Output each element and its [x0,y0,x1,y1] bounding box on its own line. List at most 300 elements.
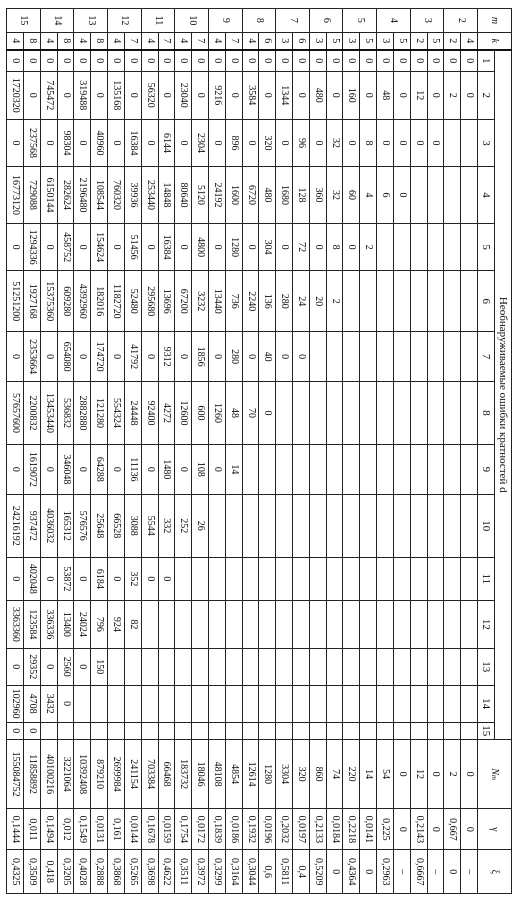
error-count-cell: 0 [259,50,276,72]
k-value: 5 [360,32,377,49]
error-count-cell [427,332,444,382]
k-value: 6 [259,32,276,49]
error-count-cell [209,722,226,739]
error-count-cell [108,648,125,685]
error-count-cell [343,685,360,722]
error-count-cell [276,685,293,722]
gamma-value: 0,0196 [259,809,276,850]
error-count-cell: 0 [410,119,427,167]
error-count-cell [108,722,125,739]
error-count-cell: 1480 [158,444,175,494]
error-count-cell: 0 [225,50,242,72]
error-count-cell [377,557,394,600]
error-count-cell: 2353664 [24,332,41,382]
error-count-cell: 24024 [74,601,91,649]
table-row [360,9,377,894]
error-count-cell: 600 [192,382,209,445]
error-count-cell: 108 [192,444,209,494]
table-body [7,9,478,894]
error-count-cell [360,722,377,739]
error-count-cell [461,271,478,332]
error-count-cell [427,648,444,685]
error-count-cell: 0 [40,444,57,494]
m-value: 14 [40,9,74,33]
nm-value: 183732 [175,739,192,808]
error-count-cell: 295680 [141,271,158,332]
error-count-cell: 80640 [175,167,192,223]
error-count-cell: 0 [7,444,24,494]
error-count-cell: 0 [276,119,293,167]
error-count-cell: 729088 [24,167,41,223]
error-count-cell: 52480 [124,271,141,332]
error-count-cell: 0 [24,50,41,72]
table-row [91,9,108,894]
error-count-cell [192,722,209,739]
error-count-cell: 96 [293,119,310,167]
error-count-cell: 0 [24,722,41,739]
error-count-cell [209,648,226,685]
nm-symbol: N [489,768,501,775]
error-count-cell: 0 [141,332,158,382]
nm-value: 11858892 [24,739,41,808]
error-count-cell [410,382,427,445]
error-count-cell: 1856 [192,332,209,382]
error-count-cell [175,648,192,685]
d-column-header: 1 [478,50,495,72]
error-count-cell: 13440 [209,271,226,332]
k-value: 5 [427,32,444,49]
error-count-cell: 1294336 [24,223,41,271]
m-value: 6 [309,9,343,33]
error-count-cell: 3088 [124,494,141,557]
error-count-cell [377,271,394,332]
d-column-header: 6 [478,271,495,332]
error-count-cell: 0 [242,332,259,382]
error-count-cell: 896 [225,119,242,167]
k-value: 3 [276,32,293,49]
error-count-cell [377,382,394,445]
error-count-cell [293,722,310,739]
error-count-cell [343,648,360,685]
error-count-cell [225,557,242,600]
error-count-cell [410,271,427,332]
error-count-cell [225,601,242,649]
k-value: 2 [444,32,461,49]
gamma-value: 0 [461,809,478,850]
nm-value: 0 [393,739,410,808]
error-count-cell [74,685,91,722]
m-value: 8 [242,9,276,33]
error-count-cell: 0 [444,50,461,72]
error-count-cell [326,494,343,557]
error-count-cell: 1260 [209,382,226,445]
error-count-cell: 0 [427,50,444,72]
error-count-cell: 0 [192,50,209,72]
error-count-cell [393,648,410,685]
m-header: m [478,9,512,33]
table-row [461,9,478,894]
k-value: 3 [309,32,326,49]
error-count-cell: 332 [158,494,175,557]
m-value: 3 [410,9,444,33]
error-count-cell [360,557,377,600]
error-count-cell: 14 [225,444,242,494]
error-count-cell [377,223,394,271]
error-count-cell [259,494,276,557]
error-count-cell [444,494,461,557]
error-count-cell [175,557,192,600]
error-count-cell: 0 [124,71,141,119]
nm-value: 320 [293,739,310,808]
error-count-cell [192,557,209,600]
error-count-cell: 0 [410,50,427,72]
error-count-cell [242,444,259,494]
error-count-cell: 0 [7,50,24,72]
error-count-cell [377,332,394,382]
xi-value: – [427,850,444,894]
error-count-cell: 0 [141,223,158,271]
error-count-cell: 128 [293,167,310,223]
gamma-value: 0,2032 [276,809,293,850]
d-column-header: 10 [478,494,495,557]
m-value: 5 [343,9,377,33]
error-count-cell: 0 [57,71,74,119]
table-row [326,9,343,894]
error-count-cell [427,382,444,445]
error-count-cell [377,494,394,557]
xi-value: 0,4325 [7,850,24,894]
error-count-cell: 0 [326,50,343,72]
error-count-cell: 1680 [276,167,293,223]
error-count-cell: 41792 [124,332,141,382]
error-count-cell: 0 [40,119,57,167]
table-row [7,9,24,894]
table-row [293,9,310,894]
error-count-cell [242,494,259,557]
error-count-cell [360,332,377,382]
xi-value: 0,4028 [74,850,91,894]
error-count-cell: 0 [175,444,192,494]
error-count-cell [427,167,444,223]
error-count-cell: 0 [74,332,91,382]
error-count-cell [209,494,226,557]
error-count-cell: 2304 [192,119,209,167]
error-count-cell: 13453440 [40,382,57,445]
error-count-cell: 0 [175,223,192,271]
error-count-cell [293,557,310,600]
error-count-cell: 0 [108,557,125,600]
error-count-cell [259,557,276,600]
error-count-cell: 0 [74,444,91,494]
error-count-cell: 0 [108,50,125,72]
k-value: 7 [124,32,141,49]
error-count-cell: 4392960 [74,271,91,332]
error-count-cell: 0 [124,50,141,72]
nm-value: 2 [444,739,461,808]
error-count-cell [326,648,343,685]
table-row [24,9,41,894]
error-count-cell: 0 [209,223,226,271]
gamma-value: 0,0159 [158,809,175,850]
error-count-cell: 280 [225,332,242,382]
error-count-cell [360,685,377,722]
nm-value: 155084752 [7,739,24,808]
d-column-header: 14 [478,685,495,722]
error-count-cell: 121280 [91,382,108,445]
error-count-cell: 736 [225,271,242,332]
error-count-cell: 319488 [74,71,91,119]
table-row [40,9,57,894]
error-count-cell: 0 [108,444,125,494]
error-count-cell: 0 [276,50,293,72]
error-count-cell: 2 [326,271,343,332]
error-count-cell: 0 [393,50,410,72]
error-count-cell [309,382,326,445]
error-count-cell [276,444,293,494]
error-count-cell: 0 [343,119,360,167]
xi-header: ξ [478,850,512,894]
error-count-cell [158,722,175,739]
error-count-cell [242,601,259,649]
error-count-cell [360,601,377,649]
error-count-cell [293,382,310,445]
gamma-value: 0,2218 [343,809,360,850]
error-count-cell: 0 [259,71,276,119]
error-count-cell [343,557,360,600]
error-count-cell: 0 [7,557,24,600]
error-count-cell [293,648,310,685]
error-count-cell [309,332,326,382]
error-count-cell [192,648,209,685]
nm-value: 14 [360,739,377,808]
error-count-cell [444,167,461,223]
error-count-cell: 0 [24,71,41,119]
error-count-cell: 3232 [192,271,209,332]
error-count-cell [259,685,276,722]
error-count-cell [393,382,410,445]
error-count-cell: 0 [108,332,125,382]
error-count-cell [343,601,360,649]
gamma-value: 0,011 [24,809,41,850]
error-count-cell [309,494,326,557]
error-count-cell: 5544 [141,494,158,557]
table-row [124,9,141,894]
table-row [410,9,427,894]
gamma-value: 0,1932 [242,809,259,850]
error-count-cell: 0 [309,50,326,72]
error-count-cell [444,332,461,382]
error-count-cell: 48 [225,382,242,445]
error-count-cell: 0 [40,332,57,382]
error-count-cell: 108544 [91,167,108,223]
error-count-cell [259,722,276,739]
error-count-cell [360,382,377,445]
error-count-cell [225,685,242,722]
error-count-cell: 0 [293,71,310,119]
error-count-cell: 174720 [91,332,108,382]
table-row [242,9,259,894]
gamma-value: 0,225 [377,809,394,850]
error-count-cell: 480 [309,71,326,119]
error-count-cell: 4 [360,167,377,223]
error-count-cell: 51456 [124,223,141,271]
error-count-cell: 53872 [57,557,74,600]
error-count-cell: 0 [360,50,377,72]
error-count-cell: 15375360 [40,271,57,332]
error-count-cell [309,601,326,649]
error-count-cell: 4800 [192,223,209,271]
xi-value: 0,3205 [57,850,74,894]
error-count-cell: 0 [293,50,310,72]
error-count-cell: 0 [7,648,24,685]
xi-value: 0,418 [40,850,57,894]
error-count-cell [360,494,377,557]
xi-value: 0,3044 [242,850,259,894]
nm-value: 10392408 [74,739,91,808]
error-count-cell [393,223,410,271]
error-count-cell: 12 [410,71,427,119]
error-count-cell [309,685,326,722]
gamma-value: 0,1444 [7,809,24,850]
error-count-cell [158,601,175,649]
k-value: 7 [192,32,209,49]
error-count-cell: 24192 [209,167,226,223]
error-count-cell: 72 [293,223,310,271]
error-count-cell: 0 [192,71,209,119]
xi-value: 0,3299 [209,850,226,894]
error-count-cell: 6720 [242,167,259,223]
error-count-cell: 796 [91,601,108,649]
error-count-cell: 0 [7,332,24,382]
error-count-cell: 135168 [108,71,125,119]
error-count-cell: 2 [444,71,461,119]
error-count-cell: 252 [175,494,192,557]
xi-value: 0,3509 [24,850,41,894]
gamma-value: 0,1754 [175,809,192,850]
error-count-cell [209,557,226,600]
error-count-cell: 0 [175,119,192,167]
k-value: 4 [7,32,24,49]
m-value: 13 [74,9,108,33]
error-count-cell: 0 [360,71,377,119]
error-count-cell [410,557,427,600]
gamma-value: 0,0184 [326,809,343,850]
error-count-cell: 0 [242,50,259,72]
error-count-cell: 1344 [276,71,293,119]
error-count-cell [393,494,410,557]
error-count-cell: 3432 [40,685,57,722]
error-count-cell [158,648,175,685]
error-count-cell: 32 [326,167,343,223]
nm-value: 74 [326,739,343,808]
nm-value: 879210 [91,739,108,808]
nm-value: 3304 [276,739,293,808]
error-count-cell [343,444,360,494]
error-count-cell [377,685,394,722]
nm-value: 241154 [124,739,141,808]
error-count-cell [360,271,377,332]
error-count-cell: 0 [158,557,175,600]
gamma-value: 0,0186 [225,809,242,850]
error-count-cell [410,223,427,271]
error-count-cell: 25648 [91,494,108,557]
error-count-cell: 2560 [57,648,74,685]
error-count-cell: 2196480 [74,167,91,223]
xi-value: 0,3511 [175,850,192,894]
error-count-cell [360,648,377,685]
error-count-cell: 3584 [242,71,259,119]
error-count-cell: 1619072 [24,444,41,494]
error-count-cell [276,722,293,739]
gamma-value: 0 [427,809,444,850]
error-count-cell: 0 [91,71,108,119]
error-count-cell: 160 [343,71,360,119]
k-value: 3 [377,32,394,49]
error-count-cell [393,444,410,494]
error-count-cell: 23040 [175,71,192,119]
k-value: 5 [393,32,410,49]
error-count-cell: 609280 [57,271,74,332]
error-count-cell [326,685,343,722]
table-title: Необнаруживаемые ошибки кратностей d [495,50,512,740]
xi-value: 0,3164 [225,850,242,894]
k-value: 4 [242,32,259,49]
nm-value: 3221064 [57,739,74,808]
error-count-cell [141,601,158,649]
error-count-cell: 0 [377,50,394,72]
error-count-cell: 0 [40,648,57,685]
table-row [225,9,242,894]
m-value: 9 [209,9,243,33]
gamma-value: 0,1549 [74,809,91,850]
error-count-cell: 253440 [141,167,158,223]
error-count-cell [74,722,91,739]
d-column-header: 15 [478,722,495,739]
error-count-cell [461,382,478,445]
error-count-cell: 16384 [158,223,175,271]
error-count-cell [444,601,461,649]
error-count-cell: 0 [141,50,158,72]
m-value: 4 [377,9,411,33]
k-value: 7 [225,32,242,49]
error-count-cell [427,557,444,600]
table-row [259,9,276,894]
error-count-cell [276,382,293,445]
error-count-cell: 56320 [141,71,158,119]
error-count-cell: 0 [242,119,259,167]
error-count-cell: 554324 [108,382,125,445]
error-count-cell: 39936 [124,167,141,223]
xi-value: 0,5265 [124,850,141,894]
table-row [158,9,175,894]
error-count-cell: 5120 [192,167,209,223]
gamma-value: 0,0144 [124,809,141,850]
error-count-cell [393,557,410,600]
m-value: 10 [175,9,209,33]
error-count-cell: 0 [108,223,125,271]
error-count-cell [444,648,461,685]
error-count-cell: 16384 [124,119,141,167]
error-count-cell: 237568 [24,119,41,167]
table-row [393,9,410,894]
table-row [108,9,125,894]
error-count-cell: 32 [326,119,343,167]
error-count-cell: 458752 [57,223,74,271]
error-count-cell [427,722,444,739]
xi-value: 0,2888 [91,850,108,894]
gamma-value: 0,2133 [309,809,326,850]
table-row [309,9,326,894]
